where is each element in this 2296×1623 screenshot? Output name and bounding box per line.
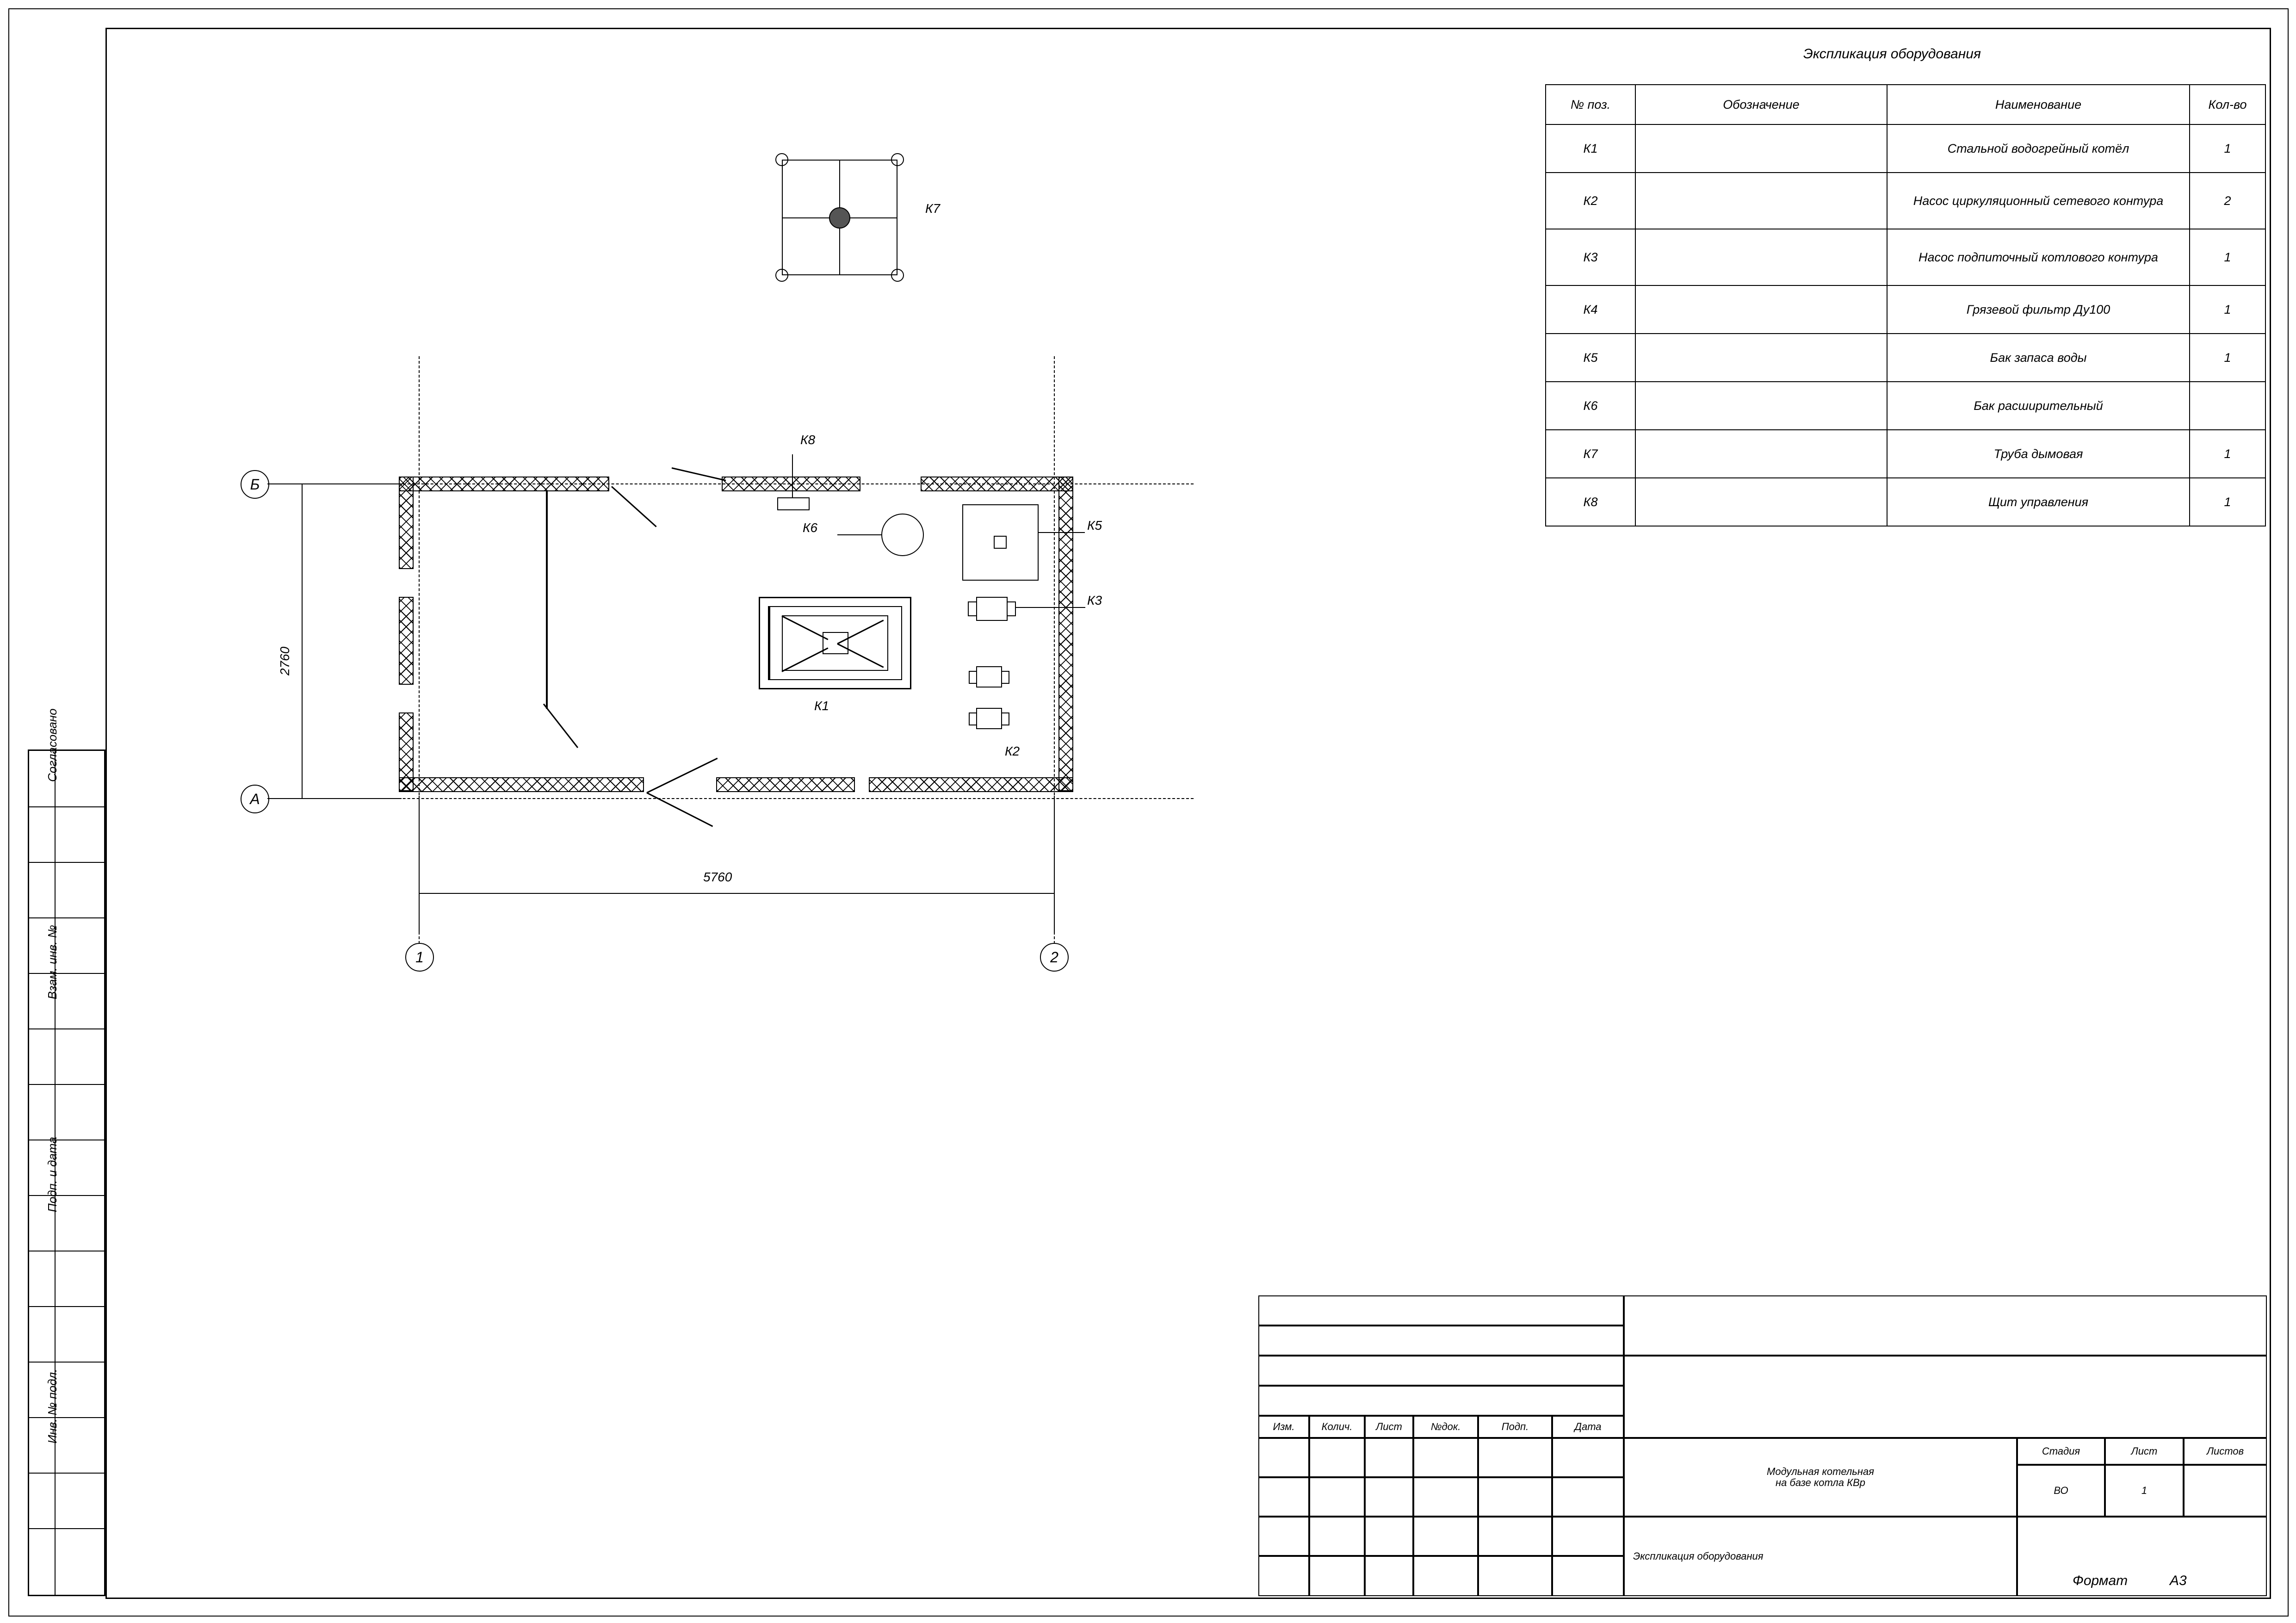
wall-left-upper: [399, 477, 414, 569]
rev-cell-podp-4: [1478, 1556, 1552, 1596]
cell-pos: К8: [1546, 478, 1635, 526]
callout-k8: К8: [800, 433, 816, 447]
tb-blank-mid: [1624, 1356, 2267, 1438]
cell-name: Грязевой фильтр Ду100: [1887, 285, 2190, 334]
cell-name: Труба дымовая: [1887, 430, 2190, 478]
left-margin-label-soglasovano: Согласовано: [45, 708, 59, 782]
cell-qty: 1: [2190, 285, 2265, 334]
title-block: [1258, 1295, 2267, 1596]
rev-cell-kol-4: [1309, 1556, 1365, 1596]
tb-blank-bottom-right: [2017, 1517, 2267, 1596]
table-row: [1546, 173, 2265, 229]
chimney-pipe: [829, 207, 850, 229]
boiler-k1-front: [768, 606, 770, 680]
rev-header-izm: Изм.: [1258, 1416, 1309, 1438]
dim-value-height: 2760: [278, 646, 292, 675]
tb-blank-top: [1624, 1295, 2267, 1356]
callout-k1: К1: [814, 699, 829, 713]
wall-top-right: [921, 477, 1073, 491]
interior-partition: [546, 491, 548, 709]
rev-cell-data-3: [1552, 1517, 1624, 1556]
cell-name: Щит управления: [1887, 478, 2190, 526]
cell-designation: [1635, 478, 1887, 526]
table-row: [1546, 478, 2265, 526]
cell-qty: 1: [2190, 124, 2265, 173]
rev-cell-list-3: [1365, 1517, 1413, 1556]
sheets-header: Листов: [2184, 1438, 2267, 1465]
wall-bottom-mid: [716, 777, 855, 792]
rev-header-ndok: №док.: [1413, 1416, 1478, 1438]
rev-cell-list-1: [1365, 1438, 1413, 1477]
rev-row-1: [1258, 1295, 1624, 1326]
door-swing-top-left: [672, 467, 726, 481]
rev-cell-izm-1: [1258, 1438, 1309, 1477]
rev-header-podp: Подп.: [1478, 1416, 1552, 1438]
cell-designation: [1635, 334, 1887, 382]
callout-leader-k8: [792, 454, 793, 498]
callout-k2: К2: [1005, 744, 1020, 758]
left-margin-label-podp: Подп. и дата: [45, 1137, 59, 1212]
callout-leader-k5: [1039, 532, 1085, 533]
col-header-qty: Кол-во: [2190, 85, 2265, 124]
wall-right: [1058, 477, 1073, 791]
cell-designation: [1635, 124, 1887, 173]
cell-designation: [1635, 173, 1887, 229]
callout-leader-k6: [837, 534, 881, 535]
rev-cell-kol-3: [1309, 1517, 1365, 1556]
rev-header-data: Дата: [1552, 1416, 1624, 1438]
equipment-table: [1545, 84, 2266, 527]
table-row: [1546, 124, 2265, 173]
boiler-k1-core: [823, 632, 848, 654]
rev-header-list: Лист: [1365, 1416, 1413, 1438]
rev-cell-izm-2: [1258, 1477, 1309, 1517]
format-label: Формат: [2073, 1573, 2128, 1588]
cell-designation: [1635, 285, 1887, 334]
cell-name: Стальной водогрейный котёл: [1887, 124, 2190, 173]
rev-cell-podp-2: [1478, 1477, 1552, 1517]
pump-k3-body: [976, 597, 1008, 621]
stage-value: ВО: [2017, 1465, 2105, 1517]
dim-ext-top: [267, 483, 402, 484]
chimney-anchor-tl: [775, 153, 788, 166]
col-header-design: Обозначение: [1635, 85, 1887, 124]
dim-ext-bottom: [267, 798, 402, 799]
rev-cell-list-4: [1365, 1556, 1413, 1596]
pump-k2-flange-1r: [1001, 671, 1009, 684]
dim-value-width: 5760: [703, 870, 732, 884]
left-margin-label-inv: Инв. № подл.: [45, 1369, 59, 1443]
axis-bubble-2: 2: [1040, 943, 1069, 972]
cell-pos: К5: [1546, 334, 1635, 382]
rev-row-3: [1258, 1356, 1624, 1386]
wall-top-mid: [722, 477, 860, 491]
cell-name: Насос циркуляционный сетевого контура: [1887, 173, 2190, 229]
table-row: [1546, 229, 2265, 285]
dim-ext-right: [1054, 796, 1055, 935]
cell-pos: К7: [1546, 430, 1635, 478]
rev-cell-data-4: [1552, 1556, 1624, 1596]
door-leaf-interior: [543, 704, 578, 748]
wall-top-left: [399, 477, 609, 491]
rev-header-kolich: Колич.: [1309, 1416, 1365, 1438]
rev-cell-dok-3: [1413, 1517, 1478, 1556]
rev-cell-podp-3: [1478, 1517, 1552, 1556]
cell-name: Насос подпиточный котлового контура: [1887, 229, 2190, 285]
sheet-value: 1: [2105, 1465, 2184, 1517]
equipment-spec-title: Экспликация оборудования: [1803, 46, 1981, 62]
axis-bubble-b: Б: [241, 470, 269, 499]
format-value: A3: [2170, 1573, 2187, 1588]
table-row: [1546, 430, 2265, 478]
cell-qty: [2190, 382, 2265, 430]
rev-cell-kol-1: [1309, 1438, 1365, 1477]
rev-row-2: [1258, 1326, 1624, 1356]
project-name-line1: Модульная котельная: [1767, 1465, 1874, 1477]
table-row: [1546, 334, 2265, 382]
wall-bottom-left: [399, 777, 644, 792]
dim-line-vertical: [302, 483, 303, 798]
stage-header: Стадия: [2017, 1438, 2105, 1465]
callout-k3: К3: [1087, 593, 1102, 607]
rev-cell-data-1: [1552, 1438, 1624, 1477]
dim-line-horizontal: [419, 893, 1055, 894]
rev-cell-izm-4: [1258, 1556, 1309, 1596]
callout-k7: К7: [925, 201, 941, 216]
equipment-table-header-row: [1546, 85, 2265, 124]
dim-ext-left: [419, 796, 420, 935]
cell-name: Бак расширительный: [1887, 382, 2190, 430]
cell-pos: К6: [1546, 382, 1635, 430]
pump-k2-flange-2r: [1001, 712, 1009, 725]
sheets-value: [2184, 1465, 2267, 1517]
callout-k5: К5: [1087, 518, 1102, 533]
cell-qty: 1: [2190, 430, 2265, 478]
rev-cell-dok-2: [1413, 1477, 1478, 1517]
pump-k3-flange-l: [968, 601, 977, 616]
floor-plan-drawing: [0, 0, 1480, 1064]
pump-k3-flange-r: [1007, 601, 1016, 616]
cell-designation: [1635, 382, 1887, 430]
sheet-name-cell: Экспликация оборудования: [1624, 1517, 2017, 1596]
cell-qty: 1: [2190, 478, 2265, 526]
pump-k2-flange-1l: [969, 671, 977, 684]
cell-designation: [1635, 229, 1887, 285]
table-row: [1546, 382, 2265, 430]
wall-bottom-right: [869, 777, 1073, 792]
water-tank-k5-center: [994, 536, 1007, 549]
cell-qty: 1: [2190, 334, 2265, 382]
project-name-line2: на базе котла КВр: [1775, 1477, 1865, 1488]
door-leaf-top-left: [611, 486, 657, 527]
cell-name: Бак запаса воды: [1887, 334, 2190, 382]
sheet-header: Лист: [2105, 1438, 2184, 1465]
chimney-anchor-tr: [891, 153, 904, 166]
cell-qty: 1: [2190, 229, 2265, 285]
rev-row-4: [1258, 1386, 1624, 1416]
cell-pos: К2: [1546, 173, 1635, 229]
door-swing-bottom: [646, 792, 713, 827]
rev-cell-izm-3: [1258, 1517, 1309, 1556]
rev-cell-data-2: [1552, 1477, 1624, 1517]
door-leaf-bottom: [646, 758, 718, 793]
rev-cell-list-2: [1365, 1477, 1413, 1517]
control-panel-k8: [777, 497, 810, 510]
axis-bubble-a: А: [241, 785, 269, 813]
cell-qty: 2: [2190, 173, 2265, 229]
expansion-tank-k6: [881, 514, 924, 556]
pump-k2-flange-2l: [969, 712, 977, 725]
pump-k2-body-2: [976, 708, 1002, 729]
cell-pos: К3: [1546, 229, 1635, 285]
chimney-anchor-br: [891, 269, 904, 282]
cell-pos: К1: [1546, 124, 1635, 173]
rev-cell-dok-4: [1413, 1556, 1478, 1596]
col-header-name: Наименование: [1887, 85, 2190, 124]
cell-designation: [1635, 430, 1887, 478]
chimney-anchor-bl: [775, 269, 788, 282]
callout-k6: К6: [803, 520, 818, 535]
rev-cell-dok-1: [1413, 1438, 1478, 1477]
table-row: [1546, 285, 2265, 334]
rev-cell-kol-2: [1309, 1477, 1365, 1517]
pump-k2-body-1: [976, 666, 1002, 688]
axis-bubble-1: 1: [405, 943, 434, 972]
project-name-cell: [1624, 1438, 2017, 1517]
col-header-pos: № поз.: [1546, 85, 1635, 124]
wall-left-mid: [399, 597, 414, 685]
cell-pos: К4: [1546, 285, 1635, 334]
rev-cell-podp-1: [1478, 1438, 1552, 1477]
left-margin-label-vzam: Взам. инв. №: [45, 925, 59, 999]
callout-leader-k3: [1016, 607, 1085, 608]
